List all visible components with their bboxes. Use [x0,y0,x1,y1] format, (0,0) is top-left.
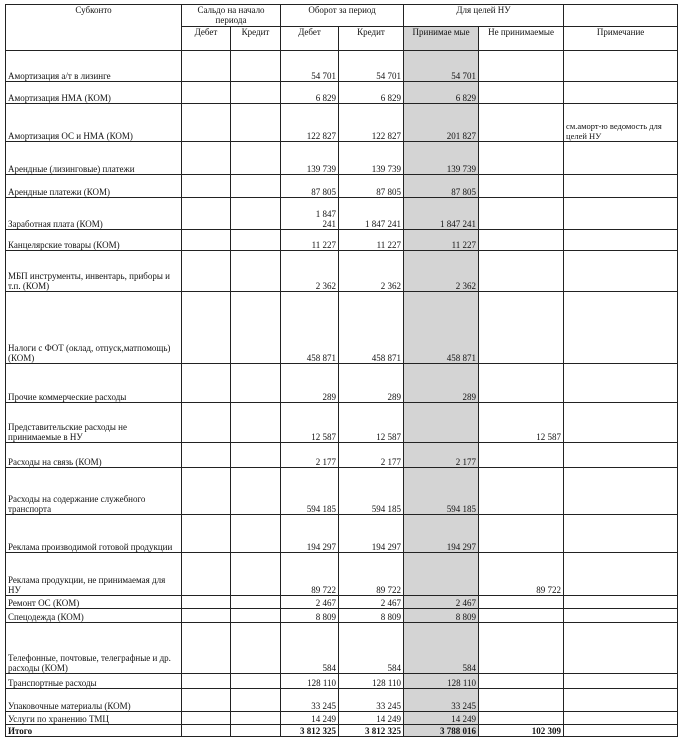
row-name: МБП инструменты, инвентарь, приборы и т.п. (КОМ) [6,251,182,292]
row-saldo-kredit [231,403,281,443]
row-kredit: 139 739 [339,142,404,175]
row-note [564,609,678,623]
table-row [6,403,678,443]
row-name: Телефонные, почтовые, телеграфные и др. расходы (КОМ) [6,623,182,674]
header-oborot-kredit: Кредит [339,27,404,51]
row-note [564,515,678,553]
row-kredit: 89 722 [339,553,404,596]
row-name: Спецодежда (КОМ) [6,609,182,623]
row-saldo-kredit [231,623,281,674]
row-prinim: 8 809 [404,609,479,623]
row-debet: 33 245 [281,689,339,712]
row-neprinim [479,674,564,689]
row-kredit: 122 827 [339,104,404,142]
row-saldo-debet [182,674,231,689]
table-row [6,142,678,175]
row-prinim: 2 467 [404,596,479,609]
turnover-table [5,4,678,737]
row-debet: 87 805 [281,175,339,198]
header-oborot-debet: Дебет [281,27,339,51]
table-row [6,553,678,596]
table-row [6,443,678,468]
row-note [564,468,678,515]
row-prinim: 458 871 [404,292,479,364]
header-saldo: Сальдо на начало периода [182,5,281,27]
row-name: Амортизация НМА (КОМ) [6,82,182,104]
row-name: Представительские расходы не принимаемые в НУ [6,403,182,443]
table-row [6,104,678,142]
table-row [6,364,678,403]
row-neprinim [479,230,564,251]
row-name: Ремонт ОС (КОМ) [6,596,182,609]
row-neprinim [479,198,564,230]
header-subkonto: Субконто [6,5,182,51]
row-name: Расходы на содержание служебного транспорта [6,468,182,515]
row-note [564,175,678,198]
row-kredit: 33 245 [339,689,404,712]
table-row [6,230,678,251]
row-debet: 289 [281,364,339,403]
row-prinim: 289 [404,364,479,403]
table-row [6,596,678,609]
header-blank [564,5,678,27]
row-saldo-kredit [231,725,281,737]
row-saldo-kredit [231,104,281,142]
row-note [564,623,678,674]
header-neprinim: Не принимаемые [479,27,564,51]
row-note [564,596,678,609]
row-name: Упаковочные материалы (КОМ) [6,689,182,712]
row-saldo-kredit [231,712,281,725]
row-debet: 2 362 [281,251,339,292]
row-note [564,364,678,403]
row-neprinim [479,364,564,403]
row-name: Арендные платежи (КОМ) [6,175,182,198]
row-saldo-debet [182,175,231,198]
row-prinim: 128 110 [404,674,479,689]
row-note [564,725,678,737]
row-neprinim [479,175,564,198]
row-debet: 194 297 [281,515,339,553]
table-row [6,251,678,292]
row-saldo-debet [182,104,231,142]
table-row [6,689,678,712]
row-prinim: 2 177 [404,443,479,468]
row-prinim: 1 847 241 [404,198,479,230]
row-neprinim [479,82,564,104]
row-note [564,142,678,175]
table-row [6,674,678,689]
header-nu: Для целей НУ [404,5,564,27]
row-saldo-debet [182,82,231,104]
row-kredit: 11 227 [339,230,404,251]
row-note [564,230,678,251]
row-name: Арендные (лизинговые) платежи [6,142,182,175]
row-kredit: 2 177 [339,443,404,468]
row-kredit: 1 847 241 [339,198,404,230]
row-debet: 3 812 325 [281,725,339,737]
row-prinim: 54 701 [404,51,479,82]
row-neprinim [479,609,564,623]
row-debet: 11 227 [281,230,339,251]
row-name: Прочие коммерческие расходы [6,364,182,403]
row-prinim: 6 829 [404,82,479,104]
row-saldo-kredit [231,443,281,468]
header-oborot: Оборот за период [281,5,404,27]
row-neprinim [479,292,564,364]
row-kredit: 8 809 [339,609,404,623]
row-debet: 2 467 [281,596,339,609]
row-neprinim [479,251,564,292]
row-saldo-kredit [231,198,281,230]
row-prinim [404,553,479,596]
row-debet: 89 722 [281,553,339,596]
row-prinim: 584 [404,623,479,674]
row-name: Канцелярские товары (КОМ) [6,230,182,251]
row-debet: 128 110 [281,674,339,689]
row-saldo-kredit [231,292,281,364]
row-saldo-kredit [231,51,281,82]
header-prinim: Принимае мые [404,27,479,51]
row-saldo-kredit [231,364,281,403]
row-neprinim [479,712,564,725]
table-row [6,468,678,515]
row-name: Заработная плата (КОМ) [6,198,182,230]
row-saldo-debet [182,553,231,596]
row-kredit: 54 701 [339,51,404,82]
row-kredit: 194 297 [339,515,404,553]
total-row [6,725,678,737]
table-row [6,292,678,364]
row-kredit: 6 829 [339,82,404,104]
row-saldo-kredit [231,175,281,198]
row-prinim: 11 227 [404,230,479,251]
header-saldo-kredit: Кредит [231,27,281,51]
row-kredit: 128 110 [339,674,404,689]
row-prinim: 201 827 [404,104,479,142]
row-debet: 584 [281,623,339,674]
row-kredit: 584 [339,623,404,674]
row-note [564,251,678,292]
row-neprinim [479,142,564,175]
row-saldo-debet [182,198,231,230]
row-neprinim [479,104,564,142]
row-debet: 8 809 [281,609,339,623]
row-debet: 139 739 [281,142,339,175]
row-note [564,712,678,725]
row-saldo-debet [182,403,231,443]
row-debet: 14 249 [281,712,339,725]
row-saldo-debet [182,515,231,553]
row-note: см.аморт-ю ведомость для целей НУ [564,104,678,142]
row-kredit: 12 587 [339,403,404,443]
row-note [564,443,678,468]
row-kredit: 594 185 [339,468,404,515]
row-saldo-kredit [231,689,281,712]
row-debet: 1 847 241 [281,198,339,230]
row-prinim: 194 297 [404,515,479,553]
row-name: Амортизация а/т в лизинге [6,51,182,82]
row-saldo-debet [182,689,231,712]
row-saldo-debet [182,609,231,623]
row-name: Налоги с ФОТ (оклад, отпуск,матпомощь) (КОМ) [6,292,182,364]
row-debet: 6 829 [281,82,339,104]
row-saldo-kredit [231,515,281,553]
row-name: Услуги по хранению ТМЦ [6,712,182,725]
row-saldo-debet [182,712,231,725]
row-saldo-kredit [231,596,281,609]
row-note [564,51,678,82]
row-prinim: 87 805 [404,175,479,198]
row-note [564,292,678,364]
row-neprinim: 12 587 [479,403,564,443]
row-kredit: 87 805 [339,175,404,198]
row-saldo-kredit [231,609,281,623]
row-name: Реклама продукции, не принимаемая для НУ [6,553,182,596]
row-name: Итого [6,725,182,737]
row-kredit: 3 812 325 [339,725,404,737]
row-saldo-debet [182,142,231,175]
row-saldo-debet [182,230,231,251]
row-saldo-debet [182,51,231,82]
header-saldo-debet: Дебет [182,27,231,51]
row-kredit: 458 871 [339,292,404,364]
row-neprinim [479,689,564,712]
row-saldo-debet [182,364,231,403]
row-debet: 458 871 [281,292,339,364]
row-prinim: 2 362 [404,251,479,292]
row-saldo-kredit [231,553,281,596]
row-prinim: 14 249 [404,712,479,725]
row-note [564,82,678,104]
row-saldo-kredit [231,251,281,292]
row-note [564,689,678,712]
row-prinim: 3 788 016 [404,725,479,737]
row-name: Расходы на связь (КОМ) [6,443,182,468]
row-debet: 54 701 [281,51,339,82]
row-prinim [404,403,479,443]
row-prinim: 33 245 [404,689,479,712]
header-note: Примечание [564,27,678,51]
row-neprinim [479,596,564,609]
row-note [564,674,678,689]
row-prinim: 139 739 [404,142,479,175]
row-name: Амортизация ОС и НМА (КОМ) [6,104,182,142]
row-saldo-debet [182,292,231,364]
row-note [564,403,678,443]
row-saldo-debet [182,251,231,292]
row-saldo-debet [182,443,231,468]
row-saldo-debet [182,596,231,609]
table-row [6,515,678,553]
row-saldo-kredit [231,230,281,251]
row-debet: 2 177 [281,443,339,468]
row-neprinim [479,51,564,82]
row-note [564,553,678,596]
table-row [6,609,678,623]
row-prinim: 594 185 [404,468,479,515]
row-neprinim [479,623,564,674]
table-row [6,623,678,674]
row-neprinim [479,468,564,515]
row-kredit: 289 [339,364,404,403]
row-debet: 594 185 [281,468,339,515]
row-saldo-debet [182,725,231,737]
row-neprinim [479,443,564,468]
row-neprinim: 102 309 [479,725,564,737]
table-row [6,82,678,104]
row-kredit: 2 362 [339,251,404,292]
row-neprinim [479,515,564,553]
row-saldo-debet [182,468,231,515]
row-debet: 12 587 [281,403,339,443]
row-neprinim: 89 722 [479,553,564,596]
row-kredit: 2 467 [339,596,404,609]
table-row [6,712,678,725]
row-saldo-kredit [231,674,281,689]
row-debet: 122 827 [281,104,339,142]
row-name: Транспортные расходы [6,674,182,689]
row-name: Реклама производимой готовой продукции [6,515,182,553]
table-row [6,175,678,198]
row-kredit: 14 249 [339,712,404,725]
table-row [6,198,678,230]
row-saldo-kredit [231,468,281,515]
row-note [564,198,678,230]
table-row [6,51,678,82]
row-saldo-debet [182,623,231,674]
row-saldo-kredit [231,82,281,104]
row-saldo-kredit [231,142,281,175]
